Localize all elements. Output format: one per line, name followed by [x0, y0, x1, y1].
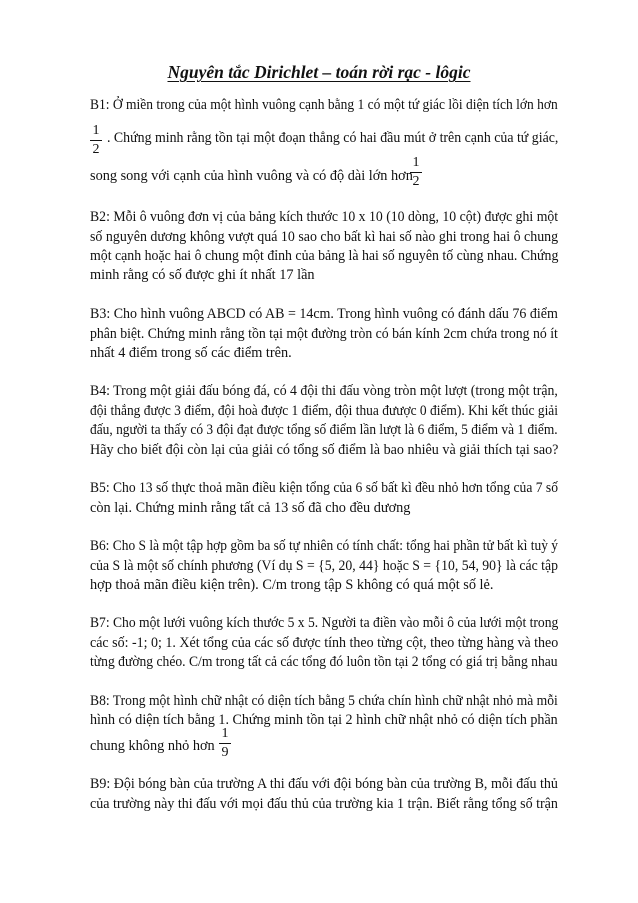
fraction-denominator: 2	[412, 174, 420, 189]
b3-line-1: B3: Cho hình vuông ABCD có AB = 14cm. Trong hình vuông có đánh dấu 76 điểm	[90, 306, 558, 322]
b4-line-2: đội thắng được 3 điểm, đội hoà được 1 điểm, đội thua đưược 0 điểm). Khi kết thúc giải	[90, 403, 559, 419]
b7-line-1: B7: Cho một lưới vuông kích thước 5 x 5. Người ta điền vào mỗi ô của lưới một trong	[90, 615, 559, 631]
b7-line-2: các số: -1; 0; 1. Xét tổng của các số được tính theo từng cột, theo từng hàng và theo	[90, 635, 559, 651]
b9-line-1: B9: Đội bóng bàn của trường A thi đấu với đội bóng bàn của trường B, mỗi đấu thủ	[90, 776, 558, 792]
b7-line-3: từng đường chéo. C/m trong tất cả các tổng đó luôn tồn tại 2 tổng có giá trị bằng nhau	[90, 654, 558, 670]
fraction-bar	[90, 140, 102, 141]
b2-line-4: minh rằng có số được ghi ít nhất 17 lần	[90, 267, 315, 283]
b2-line-1: B2: Mỗi ô vuông đơn vị của bảng kích thước 10 x 10 (10 dòng, 10 cột) được ghi một	[90, 209, 559, 225]
b8-line-1: B8: Trong một hình chữ nhật có diện tích bằng 5 chứa chín hình chữ nhật nhỏ mà mỗi	[90, 693, 558, 709]
fraction-denominator: 2	[92, 142, 100, 157]
b1-fraction-1	[89, 124, 103, 157]
b6-line-2: của S là một số chính phương (Ví dụ S = {5, 20, 44} hoặc S = {10, 54, 90} là các tập	[90, 558, 558, 574]
b4-line-1: B4: Trong một giải đấu bóng đá, có 4 đội thi đấu vòng tròn một lượt (trong một trận,	[90, 383, 558, 399]
fraction-bar	[219, 743, 231, 744]
b3-line-3: nhất 4 điểm trong số các điểm trên.	[90, 345, 292, 361]
fraction-bar	[410, 172, 422, 173]
fraction-numerator: 1	[221, 726, 229, 741]
b2-line-3: một cạnh hoặc hai ô chung một đỉnh của bảng là hai số nguyên tố cùng nhau. Chứng	[90, 248, 559, 264]
b3-line-2: phân biệt. Chứng minh rằng tồn tại một đường tròn có bán kính 2cm chứa trong nó ít	[90, 326, 558, 342]
b1-fraction-2	[409, 156, 423, 189]
b6-line-3: hợp thoả mãn điều kiện trên). C/m trong tập S không có quá một số lẻ.	[90, 577, 494, 593]
b8-line-2: hình có diện tích bằng 1. Chứng minh tồn tại 2 hình chữ nhật nhỏ có diện tích phần	[90, 712, 558, 728]
b1-line-3: song song với cạnh của hình vuông và có độ dài lớn hơn	[90, 168, 413, 184]
fraction-numerator: 1	[92, 123, 100, 138]
b5-line-1: B5: Cho 13 số thực thoả mãn điều kiện tổng của 6 số bất kì đều nhỏ hơn tổng của 7 số	[90, 480, 559, 496]
b8-line-3: chung không nhỏ hơn	[90, 738, 215, 754]
b4-line-3: đấu, người ta thấy có 3 đội đạt được tổng số điểm lần lượt là 6 điểm, 5 điểm và 1 điểm.	[90, 422, 558, 438]
document-title: Nguyên tắc Dirichlet – toán rời rạc - lôgic	[167, 62, 471, 82]
fraction-numerator: 1	[412, 155, 420, 170]
b6-line-1: B6: Cho S là một tập hợp gồm ba số tự nhiên có tính chất: tổng hai phần tử bất kì tuỳ ý	[90, 538, 559, 554]
b5-line-2: còn lại. Chứng minh rằng tất cả 13 số đã cho đều dương	[90, 500, 411, 516]
b4-line-4: Hãy cho biết đội còn lại của giải có tổng số điểm là bao nhiêu và giải thích tại sao?	[90, 442, 559, 458]
b1-line-1: B1: Ở miền trong của một hình vuông cạnh bằng 1 có một tứ giác lồi diện tích lớn hơn	[90, 97, 558, 113]
b1-line-2: . Chứng minh rằng tồn tại một đoạn thẳng có hai đầu mút ở trên cạnh của tứ giác,	[107, 130, 559, 146]
b2-line-2: số nguyên dương không vượt quá 10 sao cho bất kì hai số nào ghi trong hai ô chung	[90, 229, 559, 245]
b9-line-2: của trường này thi đấu với mọi đấu thủ của trường kia 1 trận. Biết rằng tổng số trận	[90, 796, 558, 812]
b8-fraction	[218, 727, 232, 760]
fraction-denominator: 9	[221, 745, 229, 760]
